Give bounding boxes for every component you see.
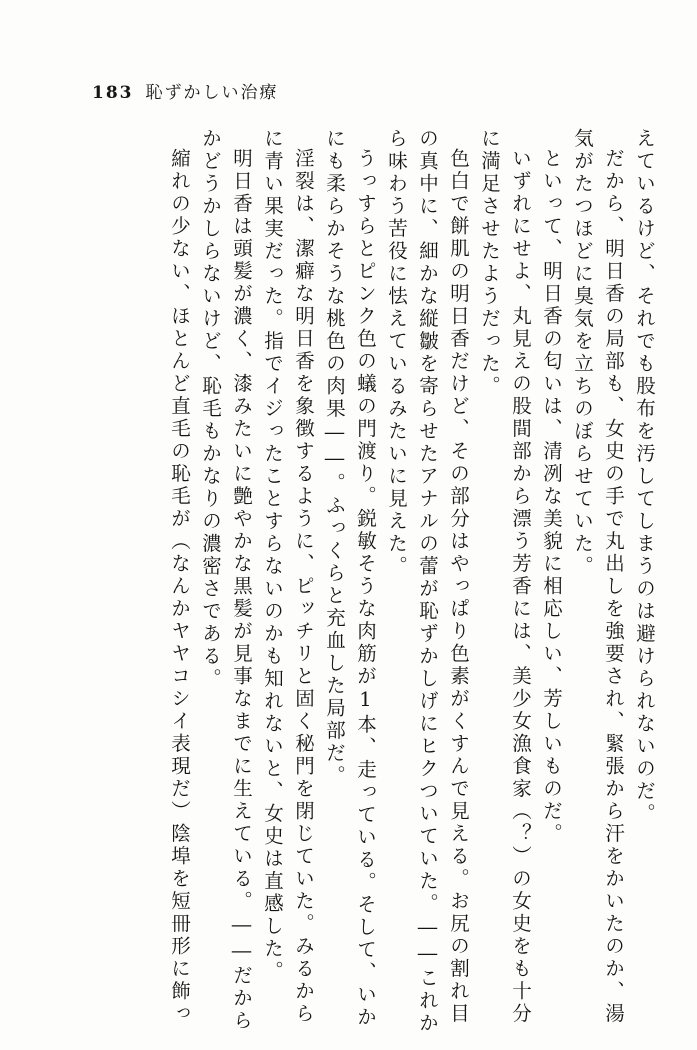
text-line: いずれにせよ、丸見えの股間部から漂う芳香には、美少女漁食家（？）の女史をも十分 [509, 148, 532, 1026]
page-number: 183 [92, 83, 134, 103]
text-line: といって、明日香の匂いは、清冽な美貌に相応しい、芳しいものだ。 [540, 148, 563, 846]
body-text [44, 128, 656, 1035]
text-line: うっすらとピンク色の蟻の門渡り。鋭敏そうな肉筋が1本、走っている。そして、いか [354, 148, 377, 1029]
text-line: 色白で餅肌の明日香だけど、その部分はやっぱり色素がくすんで見える。お尻の割れ目 [447, 148, 470, 1026]
text-line: えているけど、それでも股布を汚してしまうのは避けられないのだ。 [633, 128, 656, 826]
text-line: 縮れの少ない、ほとんど直毛の恥毛が（なんかヤヤコシイ表現だ）陰埠を短冊形に飾っ [168, 148, 191, 1026]
page-header [92, 78, 279, 103]
running-title: 恥ずかしい治療 [145, 83, 279, 103]
text-line: 明日香は頭髪が濃く、漆みたいに艶やかな黒髪が見事なまでに生えている。――だから [230, 148, 253, 1033]
text-line: に満足させたようだった。 [478, 128, 501, 398]
text-line: 淫裂は、潔癖な明日香を象徴するように、ピッチリと固く秘門を閉じていた。みるから [292, 148, 315, 1026]
text-line: かどうかしらないけど、恥毛もかなりの濃密さである。 [199, 128, 222, 691]
text-line: にも柔らかそうな桃色の肉果――。ふっくらと充血した局部だ。 [323, 128, 346, 788]
text-line: の真中に、細かな縦皺を寄らせたアナルの蕾が恥ずかしげにヒクついていた。――これか [416, 128, 439, 1035]
text-line: に青い果実だった。指でイジったことすらないのかも知れないと、女史は直感した。 [261, 128, 284, 983]
text-line: ら味わう苦役に怯えているみたいに見えた。 [385, 128, 408, 578]
text-line: だから、明日香の局部も、女史の手で丸出しを強要され、緊張から汗をかいたのか、湯 [602, 148, 625, 1026]
text-line: 気がたつほどに臭気を立ちのぼらせていた。 [571, 128, 594, 578]
